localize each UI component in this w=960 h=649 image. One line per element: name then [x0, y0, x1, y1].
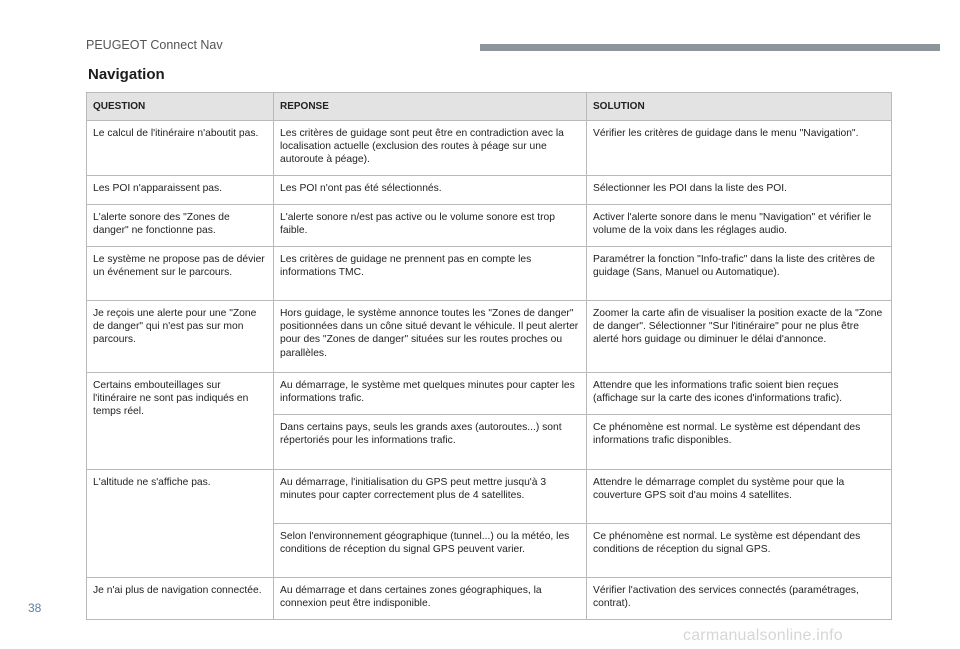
faq-table — [86, 92, 892, 620]
reponse-cell: Les critères de guidage ne prennent pas en compte les informations TMC. — [274, 247, 587, 301]
reponse-cell: Au démarrage et dans certaines zones géographiques, la connexion peut être indisponible. — [274, 578, 587, 620]
question-cell: Certains embouteillages sur l'itinéraire ne sont pas indiqués en temps réel. — [87, 373, 274, 470]
solution-cell: Ce phénomène est normal. Le système est dépendant des informations trafic disponibles. — [587, 415, 892, 470]
reponse-cell: Au démarrage, le système met quelques minutes pour capter les informations trafic. — [274, 373, 587, 415]
header-question: QUESTION — [87, 93, 274, 121]
reponse-cell: Les critères de guidage sont peut être en contradiction avec la localisation actuelle (exclusion des routes à péage sur une autoroute à péage). — [274, 121, 587, 176]
header-reponse: REPONSE — [274, 93, 587, 121]
solution-cell: Sélectionner les POI dans la liste des POI. — [587, 176, 892, 205]
question-cell: L'altitude ne s'affiche pas. — [87, 470, 274, 578]
reponse-cell: Les POI n'ont pas été sélectionnés. — [274, 176, 587, 205]
question-cell: Je n'ai plus de navigation connectée. — [87, 578, 274, 620]
solution-cell: Attendre que les informations trafic soient bien reçues (affichage sur la carte des icones d'informations trafic). — [587, 373, 892, 415]
brand-header: PEUGEOT Connect Nav — [86, 38, 223, 52]
solution-cell: Activer l'alerte sonore dans le menu "Navigation" et vérifier le volume de la voix dans les réglages audio. — [587, 205, 892, 247]
reponse-cell: Au démarrage, l'initialisation du GPS peut mettre jusqu'à 3 minutes pour capter correctement plus de 4 satellites. — [274, 470, 587, 524]
watermark: carmanualsonline.info — [683, 627, 843, 644]
table-row — [87, 205, 892, 247]
solution-cell: Attendre le démarrage complet du système pour que la couverture GPS soit d'au moins 4 satellites. — [587, 470, 892, 524]
table-row — [87, 176, 892, 205]
table-row — [87, 470, 892, 524]
solution-cell: Zoomer la carte afin de visualiser la position exacte de la "Zone de danger". Sélectionner "Sur l'itinéraire" pour ne plus être alerté hors guidage ou diminuer le délai d'annonce. — [587, 301, 892, 373]
table-row — [87, 578, 892, 620]
solution-cell: Vérifier l'activation des services connectés (paramétrages, contrat). — [587, 578, 892, 620]
solution-cell: Ce phénomène est normal. Le système est dépendant des conditions de réception du signal GPS. — [587, 524, 892, 578]
question-cell: L'alerte sonore des "Zones de danger" ne fonctionne pas. — [87, 205, 274, 247]
question-cell: Le système ne propose pas de dévier un événement sur le parcours. — [87, 247, 274, 301]
reponse-cell: L'alerte sonore n/est pas active ou le volume sonore est trop faible. — [274, 205, 587, 247]
reponse-cell: Selon l'environnement géographique (tunnel...) ou la météo, les conditions de réception du signal GPS peuvent varier. — [274, 524, 587, 578]
table-header-row — [87, 93, 892, 121]
reponse-cell: Dans certains pays, seuls les grands axes (autoroutes...) sont répertoriés pour les informations trafic. — [274, 415, 587, 470]
solution-cell: Paramétrer la fonction "Info-trafic" dans la liste des critères de guidage (Sans, Manuel ou Automatique). — [587, 247, 892, 301]
question-cell: Les POI n'apparaissent pas. — [87, 176, 274, 205]
reponse-cell: Hors guidage, le système annonce toutes les "Zones de danger" positionnées dans un cône situé devant le véhicule. Il peut alerter pour des "Zones de danger" situées sur les routes proches ou parallèles. — [274, 301, 587, 373]
header-solution: SOLUTION — [587, 93, 892, 121]
table-row — [87, 247, 892, 301]
question-cell: Je reçois une alerte pour une "Zone de danger" qui n'est pas sur mon parcours. — [87, 301, 274, 373]
header-bar — [480, 44, 940, 51]
question-cell: Le calcul de l'itinéraire n'aboutit pas. — [87, 121, 274, 176]
page-title: Navigation — [88, 66, 165, 83]
table-row — [87, 373, 892, 415]
table-row — [87, 301, 892, 373]
page-number: 38 — [28, 601, 42, 615]
solution-cell: Vérifier les critères de guidage dans le menu "Navigation". — [587, 121, 892, 176]
table-row — [87, 121, 892, 176]
